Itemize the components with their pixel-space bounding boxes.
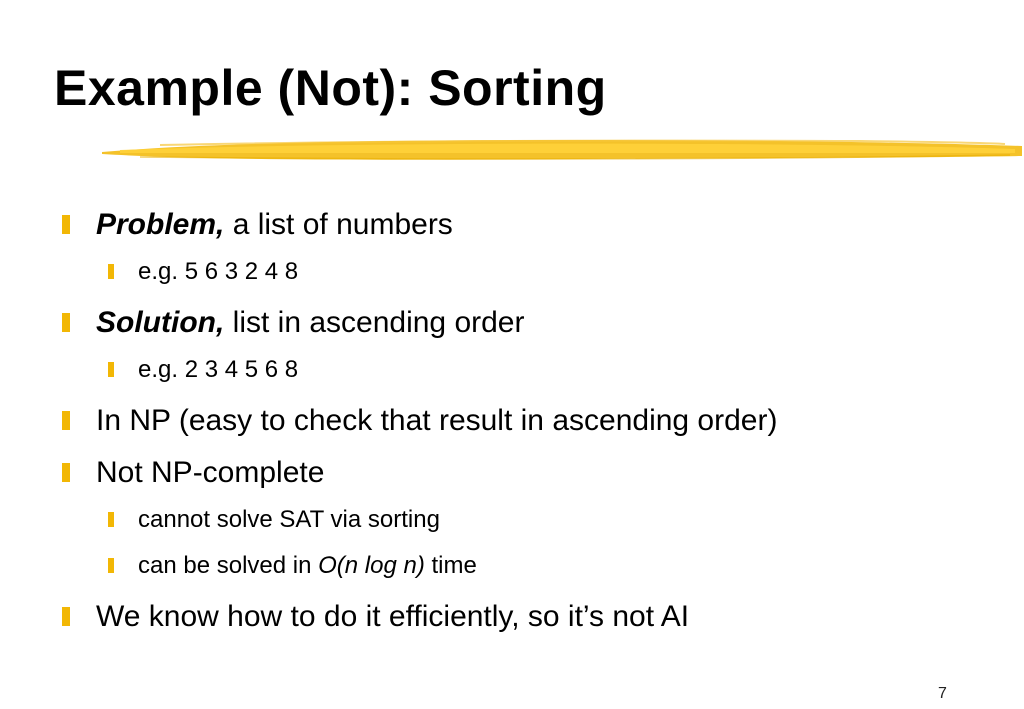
page-number: 7 (938, 685, 947, 702)
sub-bullet-marker-icon (108, 558, 114, 573)
bullet-text: We know how to do it efficiently, so it’s not AI (96, 600, 690, 633)
sub-bullet-text: cannot solve SAT via sorting (138, 506, 440, 533)
bullet-marker-icon (62, 607, 70, 626)
sub-bullet-marker-icon (108, 362, 114, 377)
sub-bullet-text: e.g. 5 6 3 2 4 8 (138, 258, 299, 285)
bullet-text: Solution, list in ascending order (96, 306, 525, 339)
bullet-text: In NP (easy to check that result in ascending order) (96, 404, 778, 437)
bullet-marker-icon (62, 313, 70, 332)
bullet-marker-icon (62, 411, 70, 430)
bullet-text: Problem, a list of numbers (96, 208, 453, 241)
bullet-text: Not NP-complete (96, 456, 325, 489)
sub-bullet-text: can be solved in O(n log n) time (138, 552, 477, 579)
bullet-marker-icon (62, 463, 70, 482)
bullet-marker-icon (62, 215, 70, 234)
slide-title: Example (Not): Sorting (54, 60, 607, 116)
sub-bullet-marker-icon (108, 264, 114, 279)
sub-bullet-text: e.g. 2 3 4 5 6 8 (138, 356, 299, 383)
sub-bullet-marker-icon (108, 512, 114, 527)
